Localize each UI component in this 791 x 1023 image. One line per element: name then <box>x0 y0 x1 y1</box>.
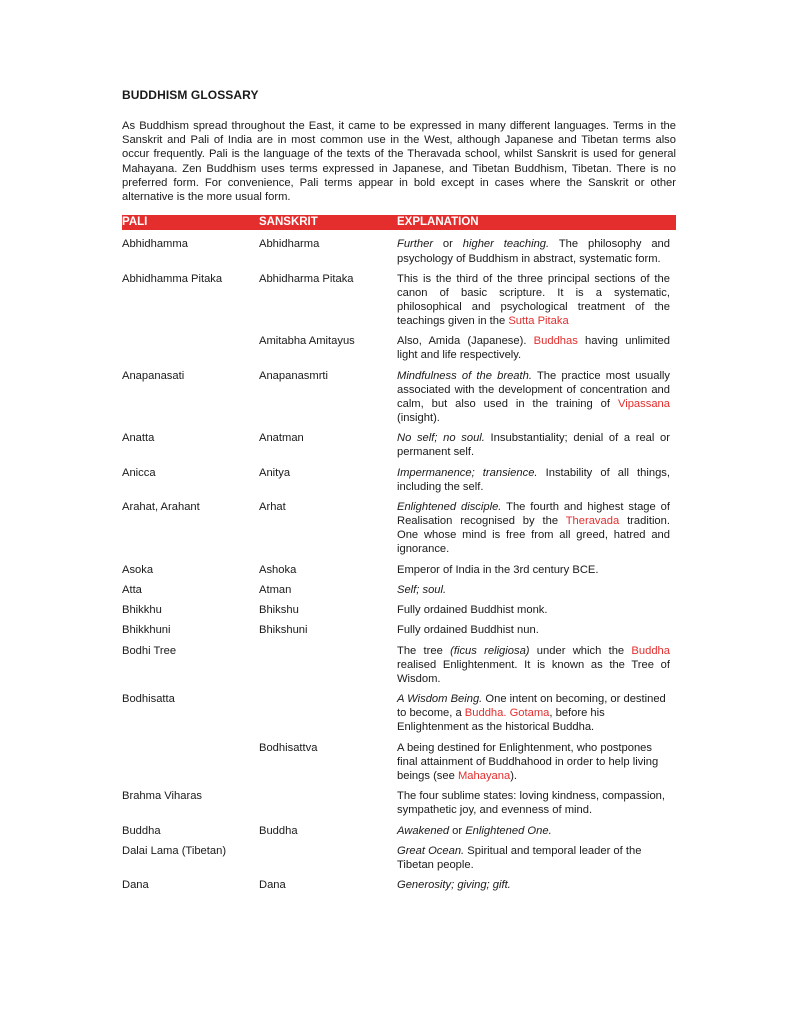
pali-term: Bodhi Tree <box>122 644 177 657</box>
explanation <box>397 431 676 459</box>
explanation-text: or <box>433 238 463 251</box>
table-row <box>122 741 676 783</box>
cross-reference-link[interactable]: Mahayana <box>457 769 511 782</box>
table-row <box>122 500 676 556</box>
explanation-text: Also, Amida (Japanese). <box>397 335 534 348</box>
explanation-text: The four sublime states: loving kindness, compassion, sympathetic joy, and evenness of mind. <box>397 790 666 817</box>
explanation-text: or <box>449 824 466 837</box>
pali-term: Dalai Lama (Tibetan) <box>122 844 227 857</box>
cross-reference-link[interactable]: Buddhas <box>533 335 578 348</box>
explanation-text: Great Ocean. <box>397 844 465 857</box>
explanation <box>397 583 676 597</box>
explanation-text: The philosophy and psychology of Buddhism in abstract, systematic form. <box>397 238 671 265</box>
table-row <box>122 623 676 637</box>
explanation-text: One intent on becoming, or destined to become, a <box>397 693 666 720</box>
table-row <box>122 466 676 494</box>
cross-reference-link[interactable]: Buddha <box>631 644 670 657</box>
explanation-text: Fully ordained Buddhist nun. <box>397 624 539 637</box>
table-row <box>122 603 676 617</box>
header-pali: PALI <box>122 216 148 229</box>
pali-term: Asoka <box>122 563 154 576</box>
pali-term: Arahat, Arahant <box>122 501 200 514</box>
explanation <box>397 623 676 637</box>
pali-term: Dana <box>122 879 149 892</box>
explanation-text: Spiritual and temporal leader of the Tibetan people. <box>397 844 642 871</box>
table-row <box>122 644 676 686</box>
explanation-text: , before his Enlightenment as the historical Buddha. <box>397 707 605 734</box>
glossary-table-body <box>122 237 676 892</box>
explanation-text: No self; no soul. <box>397 432 485 445</box>
sanskrit-term: Abhidharma <box>259 238 320 251</box>
pali-term: Bodhisatta <box>122 693 175 706</box>
pali-term: Bhikkhu <box>122 604 162 617</box>
cross-reference-link[interactable]: Sutta Pitaka <box>508 315 569 328</box>
explanation <box>397 789 676 817</box>
explanation <box>397 334 676 362</box>
sanskrit-term: Atman <box>259 583 292 596</box>
explanation <box>397 824 676 838</box>
pali-term: Atta <box>122 583 142 596</box>
header-sanskrit: SANSKRIT <box>259 216 318 229</box>
sanskrit-term: Bhikshu <box>259 604 299 617</box>
pali-term <box>122 741 259 783</box>
explanation-text: Enlightened One. <box>465 824 552 837</box>
pali-term: Abhidhamma Pitaka <box>122 272 223 285</box>
table-row <box>122 431 676 459</box>
explanation-text: having unlimited light and life respectively. <box>397 335 670 362</box>
explanation <box>397 369 676 425</box>
cross-reference-link[interactable]: Theravada <box>565 515 620 528</box>
pali-term: Buddha <box>122 824 161 837</box>
pali-term: Abhidhamma <box>122 238 188 251</box>
table-row <box>122 878 676 892</box>
explanation <box>397 741 676 783</box>
header-explanation: EXPLANATION <box>397 216 479 229</box>
explanation-text: The tree <box>397 644 451 657</box>
sanskrit-term: Buddha <box>259 824 298 837</box>
table-row <box>122 824 676 838</box>
sanskrit-term: Bodhisattva <box>259 741 318 754</box>
cross-reference-link[interactable]: Vipassana <box>617 397 670 410</box>
explanation-text: Impermanence; transience. <box>397 466 538 479</box>
sanskrit-term: Anitya <box>259 466 291 479</box>
explanation-text: Emperor of India in the 3rd century BCE. <box>397 563 599 576</box>
sanskrit-term: Anatman <box>259 432 304 445</box>
explanation-text: The fourth and highest stage of Realisation recognised by the <box>397 501 670 528</box>
table-row <box>122 692 676 734</box>
pali-term: Anatta <box>122 432 155 445</box>
explanation <box>397 878 676 892</box>
explanation-text: higher teaching. <box>462 238 550 251</box>
explanation-text: Further <box>397 238 434 251</box>
explanation-text: Generosity; giving; gift. <box>397 879 511 892</box>
explanation-text: This is the third of the three principal sections of the canon of basic scripture. It is a systematic, philosophical and psychological treatment of the teachings given in the <box>397 272 670 328</box>
explanation-text: Mindfulness of the breath. <box>397 369 532 382</box>
page-title: BUDDHISM GLOSSARY <box>122 88 259 102</box>
table-row <box>122 844 676 872</box>
pali-term: Anapanasati <box>122 369 185 382</box>
pali-term: Bhikkhuni <box>122 624 171 637</box>
table-header <box>122 215 676 230</box>
explanation-text: tradition. One whose mind is free from all greed, hatred and ignorance. <box>397 515 670 556</box>
sanskrit-term <box>259 692 397 734</box>
table-row <box>122 237 676 265</box>
explanation-text: under which the <box>529 644 632 657</box>
pali-term: Anicca <box>122 466 156 479</box>
sanskrit-term <box>259 789 397 817</box>
explanation <box>397 500 676 556</box>
explanation-text: Awakened <box>397 824 450 837</box>
cross-reference-link[interactable]: Buddha. Gotama <box>464 707 550 720</box>
sanskrit-term <box>259 844 397 872</box>
explanation <box>397 692 676 734</box>
pali-term <box>122 334 259 362</box>
explanation-text: The practice most usually associated with the development of concentration and calm, but also used in the training of <box>397 369 671 410</box>
table-row <box>122 369 676 425</box>
table-row <box>122 563 676 577</box>
sanskrit-term <box>259 644 397 686</box>
explanation <box>397 237 676 265</box>
explanation-text: ). <box>510 769 518 782</box>
sanskrit-term: Abhidharma Pitaka <box>259 272 354 285</box>
explanation-text: Instability of all things, including the self. <box>397 466 670 493</box>
explanation-text: (insight). <box>397 412 440 424</box>
explanation-text: Enlightened disciple. <box>397 501 502 514</box>
explanation-text: A Wisdom Being. <box>397 693 483 706</box>
explanation-text: Self; soul. <box>397 583 447 596</box>
pali-term: Brahma Viharas <box>122 790 203 803</box>
table-row <box>122 334 676 362</box>
table-row <box>122 583 676 597</box>
explanation-text: Fully ordained Buddhist monk. <box>397 604 548 617</box>
sanskrit-term: Arhat <box>259 501 286 514</box>
explanation <box>397 644 676 686</box>
explanation <box>397 563 676 577</box>
sanskrit-term: Anapanasmrti <box>259 369 329 382</box>
explanation-text: A being destined for Enlightenment, who postpones final attainment of Buddhahood in order to help living beings (see <box>397 741 659 782</box>
table-row <box>122 789 676 817</box>
sanskrit-term: Bhikshuni <box>259 624 308 637</box>
explanation-text: Insubstantiality; denial of a real or permanent self. <box>397 432 670 459</box>
glossary-page <box>122 88 676 898</box>
table-row <box>122 272 676 328</box>
explanation-text: realised Enlightenment. It is known as the Tree of Wisdom. <box>397 658 670 685</box>
explanation <box>397 844 676 872</box>
explanation <box>397 272 676 328</box>
explanation <box>397 466 676 494</box>
sanskrit-term: Dana <box>259 879 286 892</box>
sanskrit-term: Amitabha Amitayus <box>259 335 355 348</box>
sanskrit-term: Ashoka <box>259 563 297 576</box>
explanation <box>397 603 676 617</box>
explanation-text: (ficus religiosa) <box>450 644 530 657</box>
intro-paragraph: As Buddhism spread throughout the East, it came to be expressed in many different languages. Terms in the Sanskrit and Pali of India are in most common use in the West, although Japanese and Tibetan terms also occur frequently. Pali is the language of the texts of the Theravada school, whilst Sanskrit is used for general Mahayana. Zen Buddhism uses terms expressed in Japanese, and Tibetan Buddhism, Tibetan. There is no preferred form. For convenience, Pali terms appear in bold except in cases where the Sanskrit or other alternative is the more usual form. <box>122 120 676 204</box>
